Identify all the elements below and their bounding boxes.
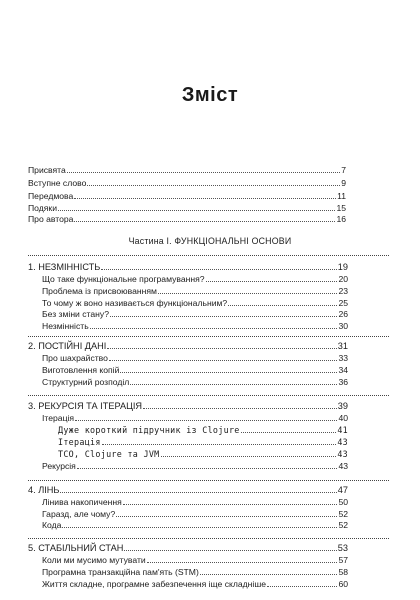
toc-chapter-label: 4. ЛІНЬ [28,485,60,495]
toc-section [42,376,348,388]
toc-section [42,273,348,285]
leader-dots [200,573,338,575]
toc-chapter-label: 1. НЕЗМІННІСТЬ [28,262,101,272]
toc-section-page: 36 [338,377,348,387]
toc-section-label: Що таке функціональне програмування? [42,274,205,284]
toc-subsection-page: 43 [337,437,348,447]
leader-dots [161,455,337,457]
toc-section-page: 43 [338,461,348,471]
toc-section-page: 58 [338,567,348,577]
leader-dots [60,491,336,493]
toc-section-label: Без зміни стану? [42,309,109,319]
toc-section [42,320,348,332]
toc-chapter-3 [28,400,348,412]
toc-entry-foreword [28,177,346,189]
toc-section [42,554,348,566]
toc-section [42,566,348,578]
toc-section-page: 60 [338,579,348,589]
leader-dots [74,220,335,222]
toc-section-label: Лінива накопичення [42,497,122,507]
toc-section-label: Коли ми мусимо мутувати [42,555,146,565]
leader-dots [206,280,338,282]
leader-dots [130,383,337,385]
toc-subsection-label: Ітерація [58,437,101,447]
toc-chapter-label: 5. СТАБІЛЬНИЙ СТАН [28,543,124,553]
leader-dots [90,327,338,329]
leader-dots [110,315,337,317]
toc-section-page: 30 [338,321,348,331]
toc-entry-page: 9 [341,178,346,188]
toc-subsection [58,436,348,448]
leader-dots [267,585,337,587]
toc-chapter-5 [28,542,348,554]
toc-entry-label: Про автора [28,214,74,224]
toc-section-label: Про шахрайство [42,353,108,363]
toc-section-page: 50 [338,497,348,507]
leader-dots [241,431,337,433]
leader-dots [120,371,337,373]
leader-dots [124,549,336,551]
toc-section-page: 23 [338,286,348,296]
toc-chapter-page: 53 [337,543,348,553]
leader-dots [228,304,337,306]
toc-section-page: 25 [338,298,348,308]
toc-section-label: Кода [42,520,62,530]
toc-section-label: То чому ж воно називається функціональним? [42,298,228,308]
toc-entry-label: Присвята [28,165,66,175]
toc-entry-label: Передмова [28,191,74,201]
toc-section [42,364,348,376]
toc-section [42,578,348,590]
toc-section-label: Структурний розподіл [42,377,130,387]
toc-entry-preface [28,190,346,202]
leader-dots [158,292,338,294]
toc-subsection-page: 43 [337,449,348,459]
leader-dots [67,171,340,173]
toc-entry-about-author [28,213,346,225]
toc-section-page: 57 [338,555,348,565]
toc-section [42,352,348,364]
leader-dots [101,268,336,270]
part-heading: Частина I. ФУНКЦІОНАЛЬНІ ОСНОВИ [128,236,292,246]
toc-chapter-page: 39 [337,401,348,411]
leader-dots [58,209,335,211]
toc-section-label: Виготовлення копій [42,365,120,375]
toc-entry-label: Подяки [28,203,57,213]
toc-section-page: 20 [338,274,348,284]
chapter-divider [28,336,389,337]
toc-section-page: 52 [338,509,348,519]
leader-dots [102,443,337,445]
toc-chapter-page: 19 [337,262,348,272]
toc-subsection [58,448,348,460]
toc-subsection-label: Дуже короткий підручник із Clojure [58,425,240,435]
toc-section [42,308,348,320]
toc-section [42,412,348,424]
toc-entry-page: 11 [337,191,346,201]
toc-subsection-page: 41 [337,425,348,435]
toc-chapter-label: 2. ПОСТІЙНІ ДАНІ [28,341,107,351]
toc-chapter-4 [28,484,348,496]
leader-dots [87,184,340,186]
leader-dots [123,503,338,505]
leader-dots [77,467,338,469]
toc-chapter-2 [28,340,348,352]
leader-dots [116,515,337,517]
toc-section-label: Життя складне, програмне забезпечення іще складніше [42,579,266,589]
leader-dots [107,347,336,349]
page-title: Зміст [181,84,239,106]
toc-section [42,496,348,508]
toc-section-page: 52 [338,520,348,530]
toc-section-label: Рекурсія [42,461,76,471]
toc-chapter-page: 31 [337,341,348,351]
toc-section-label: Незмінність [42,321,89,331]
toc-entry-page: 7 [341,165,346,175]
leader-dots [147,561,338,563]
toc-section [42,460,348,472]
toc-entry-page: 16 [336,214,346,224]
toc-section [42,285,348,297]
toc-entry-dedication [28,164,346,176]
toc-section [42,519,348,531]
toc-section-page: 33 [338,353,348,363]
toc-section-page: 40 [338,413,348,423]
leader-dots [143,407,337,409]
chapter-divider [28,395,389,396]
toc-chapter-1 [28,261,348,273]
toc-entry-page: 15 [336,203,346,213]
toc-chapter-label: 3. РЕКУРСІЯ ТА ІТЕРАЦІЯ [28,401,143,411]
toc-section-label: Ітерація [42,413,75,423]
toc-section-label: Проблема із присвоюванням [42,286,157,296]
toc-subsection-label: TCO, Clojure та JVM [58,449,160,459]
toc-entry-label: Вступне слово [28,178,87,188]
leader-dots [74,197,336,199]
leader-dots [62,526,337,528]
toc-subsection [58,424,348,436]
chapter-divider [28,480,389,481]
toc-section-label: Програмна транзакційна пам'ять (STM) [42,567,199,577]
chapter-divider [28,538,389,539]
toc-chapter-page: 47 [337,485,348,495]
chapter-divider [28,255,389,256]
toc-section-page: 34 [338,365,348,375]
leader-dots [109,359,338,361]
leader-dots [75,419,337,421]
toc-section-page: 26 [338,309,348,319]
toc-section-label: Гаразд, але чому? [42,509,116,519]
